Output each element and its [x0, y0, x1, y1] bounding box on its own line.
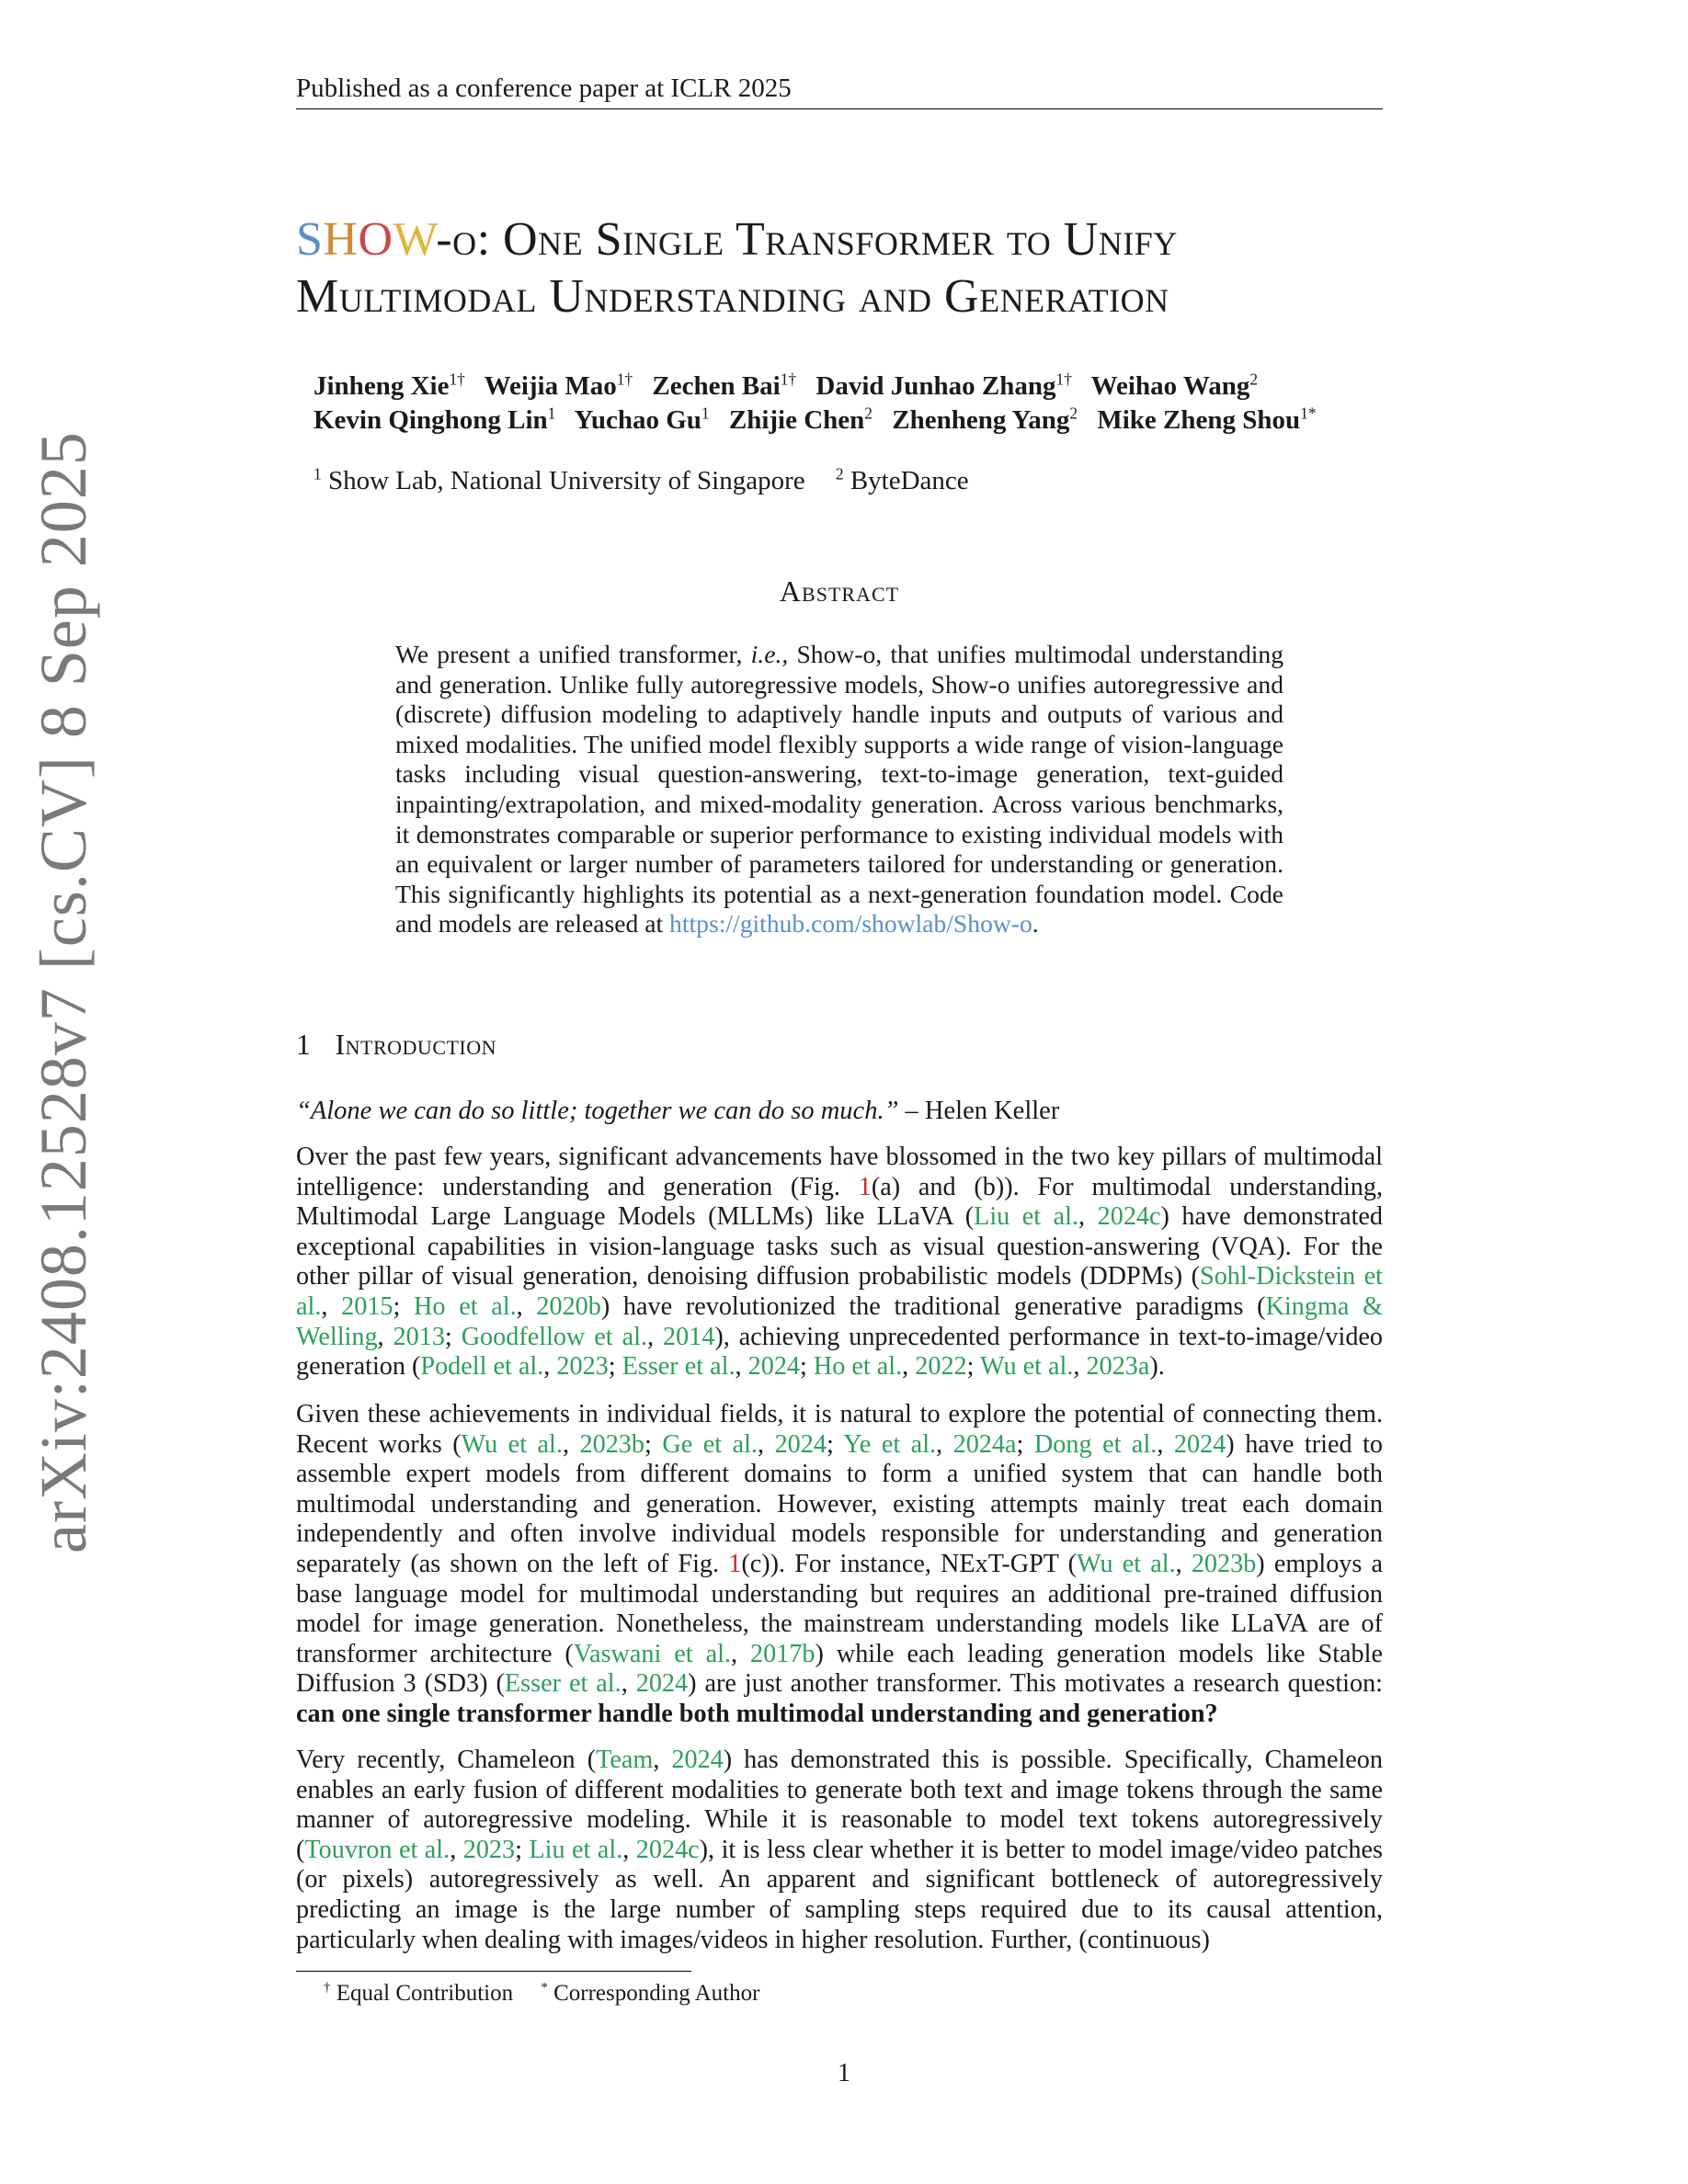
title-brand-letter: O [358, 213, 393, 266]
affiliation: $^2$ ByteDance [835, 464, 969, 495]
citation-link[interactable]: Ye et al. [843, 1429, 937, 1459]
title-brand-letter: W [393, 213, 437, 266]
citation-link[interactable]: 2017b [750, 1639, 815, 1668]
author: Jinheng Xie$^{1\dagger}$ [314, 370, 465, 401]
intro-paragraph-2: Given these achievements in individual fields, it is natural to explore the potential of connecting them. Recent works (Wu et al., 2023b; Ge et al., 2024; Ye et al., 2024a; Dong et al., 2024) have tried to assemble expert models from different domains to form a unified system that can handle both multimodal understanding and generation. However, existing attempts mainly treat each domain independently and often involve individual models responsible for understanding and generation separately (as shown on the left of Fig. 1(c)). For instance, NExT-GPT (Wu et al., 2023b) employs a base language model for multimodal understanding but requires an additional pre-trained diffusion model for image generation. Nonetheless, the mainstream understanding models like LLaVA are of transformer architecture (Vaswani et al., 2017b) while each leading generation models like Stable Diffusion 3 (SD3) (Esser et al., 2024) are just another transformer. This motivates a research question: can one single transformer handle both multimodal understanding and generation? [296, 1400, 1384, 1728]
epigraph: “Alone we can do so little; together we can do so much.” – Helen Keller [296, 1097, 1060, 1125]
citation-link[interactable]: 2023 [556, 1352, 609, 1382]
author: Kevin Qinghong Lin$^1$ [314, 404, 556, 435]
abstract-heading: Abstract [779, 574, 900, 608]
citation-link[interactable]: 2024c [635, 1835, 700, 1864]
citation-link[interactable]: Sohl-Dickstein et al. [296, 1262, 1383, 1321]
citation-link[interactable]: 2023a [1086, 1352, 1150, 1382]
section-heading-introduction: 1 Introduction [296, 1028, 497, 1061]
citation-link[interactable]: Podell et al. [420, 1352, 544, 1382]
footnote: * Corresponding Author [541, 1980, 760, 2006]
author: Zechen Bai$^{1\dagger}$ [652, 370, 797, 401]
citation-link[interactable]: Esser et al. [622, 1352, 736, 1382]
citation-link[interactable]: Dong et al. [1033, 1429, 1158, 1459]
citation-link[interactable]: 2022 [915, 1352, 967, 1382]
title-brand-letter: H [323, 213, 359, 266]
figure-ref[interactable]: 1 [858, 1172, 872, 1201]
author: Mike Zheng Shou$^{1*}$ [1097, 404, 1317, 435]
citation-link[interactable]: 2024c [1097, 1202, 1161, 1232]
abstract-body: We present a unified transformer, i.e., Show-o, that unifies multimodal understanding and generation. Unlike fully autoregressive models, Show-o unifies autoregressive and (discrete) diffusion modeling to adaptively handle inputs and outputs of various and mixed modalities. The unified model flexibly supports a wide range of vision-language tasks including visual question-answering, text-to-image generation, text-guided inpainting/extrapolation, and mixed-modality generation. Across various benchmarks, it demonstrates comparable or superior performance to existing individual models with an equivalent or larger number of parameters tailored for understanding or generation. This significantly highlights its potential as a next-generation foundation model. Code and models are released at https://github.com/showlab/Show-o. [395, 640, 1284, 938]
citation-link[interactable]: 2013 [393, 1322, 445, 1351]
author-list [314, 370, 1380, 438]
figure-ref[interactable]: 1 [728, 1549, 742, 1578]
citation-link[interactable]: 2024 [1173, 1429, 1226, 1459]
citation-link[interactable]: 2024 [671, 1746, 724, 1774]
citation-link[interactable]: 2024 [774, 1429, 827, 1459]
citation-link[interactable]: Wu et al. [1077, 1549, 1176, 1578]
citation-link[interactable]: Touvron et al. [304, 1835, 451, 1864]
citation-link[interactable]: Esser et al. [504, 1669, 622, 1699]
citation-link[interactable]: Liu et al. [974, 1202, 1079, 1232]
running-header: Published as a conference paper at ICLR 2025 [296, 72, 1383, 109]
citation-link[interactable]: 2024 [635, 1669, 689, 1699]
citation-link[interactable]: 2020b [536, 1291, 601, 1321]
citation-link[interactable]: Wu et al. [461, 1429, 563, 1459]
citation-link[interactable]: 2024 [747, 1352, 800, 1382]
footnotes [324, 1979, 781, 2008]
citation-link[interactable]: Goodfellow et al. [461, 1322, 647, 1351]
citation-link[interactable]: 2023b [1191, 1549, 1257, 1578]
author: Weihao Wang$^2$ [1090, 370, 1259, 401]
research-question: can one single transformer handle both multimodal understanding and generation? [296, 1699, 1218, 1728]
citation-link[interactable]: Liu et al. [529, 1835, 623, 1864]
arxiv-side-stamp: arXiv:2408.12528v7 [cs.CV] 8 Sep 2025 [27, 431, 100, 1553]
author: Weijia Mao$^{1\dagger}$ [484, 370, 633, 401]
citation-link[interactable]: 2024a [952, 1429, 1017, 1459]
intro-paragraph-3: Very recently, Chameleon (Team, 2024) has demonstrated this is possible. Specifically, Chameleon enables an early fusion of different modalities to generate both text and image tokens through the same manner of autoregressive modeling. While it is reasonable to model text tokens autoregressively (Touvron et al., 2023; Liu et al., 2024c), it is less clear whether it is better to model image/video patches (or pixels) autoregressively as well. An apparent and significant bottleneck of autoregressively predicting an image is the large number of sampling steps required due to its causal attention, particularly when dealing with images/videos in higher resolution. Further, (continuous) [296, 1746, 1383, 1954]
citation-link[interactable]: Wu et al. [980, 1352, 1074, 1382]
footnote-divider [296, 1971, 691, 1972]
citation-link[interactable]: Ge et al. [662, 1429, 758, 1459]
citation-link[interactable]: Ho et al. [813, 1352, 903, 1382]
citation-link[interactable]: Ho et al. [414, 1291, 517, 1321]
title-line-1 [296, 213, 1178, 266]
citation-link[interactable]: Vaswani et al. [573, 1639, 732, 1668]
citation-link[interactable]: 2023 [462, 1835, 516, 1864]
footnote: † Equal Contribution [324, 1980, 514, 2006]
code-release-link[interactable]: https://github.com/showlab/Show-o [669, 909, 1032, 938]
author: Zhenheng Yang$^2$ [892, 404, 1078, 435]
citation-link[interactable]: 2014 [662, 1322, 715, 1351]
citation-link[interactable]: 2023b [579, 1429, 644, 1459]
title-brand-letter: S [296, 213, 324, 266]
author: Zhijie Chen$^2$ [728, 404, 873, 435]
paper-title [296, 211, 1383, 325]
author: Yuchao Gu$^1$ [574, 404, 710, 435]
citation-link[interactable]: Team [596, 1746, 654, 1774]
title-line-2: Multimodal Understanding and Generation [296, 270, 1169, 323]
affiliation: $^1$ Show Lab, National University of Singapore [314, 464, 805, 495]
title-line-1-rest: -o: One Single Transformer to Unify [436, 213, 1178, 266]
citation-link[interactable]: 2015 [341, 1291, 393, 1321]
citation-link[interactable]: Kingma & Welling [296, 1291, 1383, 1351]
page-number: 1 [838, 2059, 850, 2087]
affiliations [314, 464, 993, 497]
author: David Junhao Zhang$^{1\dagger}$ [815, 370, 1072, 401]
intro-paragraph-1: Over the past few years, significant advancements have blossomed in the two key pillars of multimodal intelligence: understanding and generation (Fig. 1(a) and (b)). For multimodal understanding, Multimodal Large Language Models (MLLMs) like LLaVA (Liu et al., 2024c) have demonstrated exceptional capabilities in vision-language tasks such as visual question-answering (VQA). For the other pillar of visual generation, denoising diffusion probabilistic models (DDPMs) (Sohl-Dickstein et al., 2015; Ho et al., 2020b) have revolutionized the traditional generative paradigms (Kingma & Welling, 2013; Goodfellow et al., 2014), achieving unprecedented performance in text-to-image/video generation (Podell et al., 2023; Esser et al., 2024; Ho et al., 2022; Wu et al., 2023a). [296, 1143, 1384, 1382]
